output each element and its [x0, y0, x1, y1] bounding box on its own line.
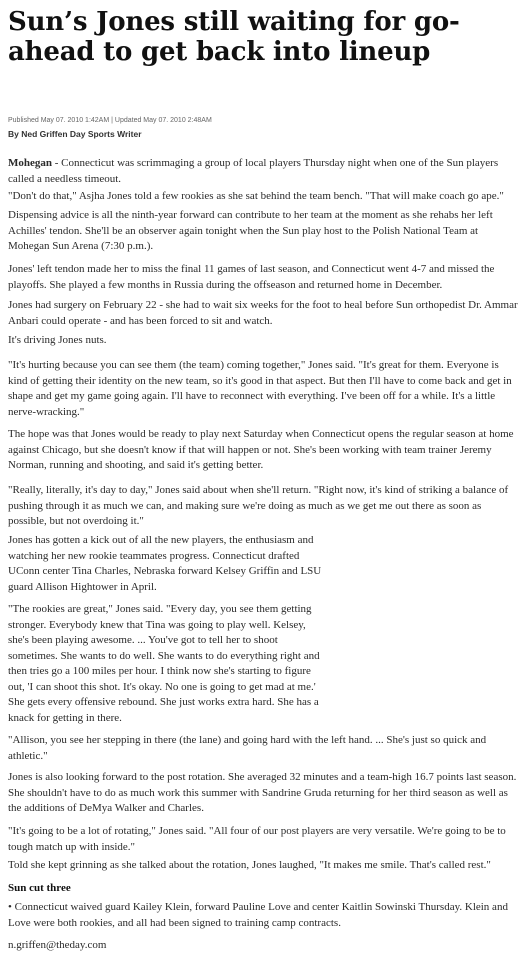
- paragraph-15: Told she kept grinning as she talked about the rotation, Jones laughed, "It makes me smile. That's called rest.": [8, 859, 491, 871]
- author-email: n.griffen@theday.com: [8, 939, 107, 951]
- paragraph-4: Jones' left tendon made her to miss the final 11 games of last season, and Connecticut went 4-7 and missed the playoffs. She played a few months in Russia during the offseason and returned home in December.: [8, 263, 495, 291]
- paragraph-10: Jones has gotten a kick out of all the new players, the enthusiasm and watching her new rookie teammates progress. Connecticut drafted UConn center Tina Charles, Nebraska forward Kelsey Griffin and LSU guard Allison Hightower in April.: [8, 534, 322, 593]
- paragraph-14: "It's going to be a lot of rotating," Jones said. "All four of our post players are very versatile. We're going to be to tough match up with inside.": [8, 825, 506, 853]
- publish-timestamp: Published May 07. 2010 1:42AM | Updated May 07. 2010 2:48AM: [8, 117, 212, 124]
- paragraph-13: Jones is also looking forward to the post rotation. She averaged 32 minutes and a team-high 16.7 points last season. She shouldn't have to do as much work this summer with Sandrine Gruda returning for her third season as well as the additions of DeMya Walker and Charles.: [8, 771, 517, 814]
- dateline: Mohegan: [8, 157, 52, 169]
- paragraph-5: Jones had surgery on February 22 - she had to wait six weeks for the foot to heal before Sun orthopedist Dr. Ammar Anbari could operate - and has been forced to sit and watch.: [8, 299, 518, 327]
- byline: By Ned Griffen Day Sports Writer: [8, 129, 142, 139]
- paragraph-7: "It's hurting because you can see them (the team) coming together," Jones said. "It's great for them. Everyone is kind of getting their identity on the new team, so it's good in that aspect. But then I'll have to come back and get in shape and get my game going again. I'll have to reconnect with everything. I've been off for a while. It's a little nerve-wracking.": [8, 359, 512, 418]
- subhead: Sun cut three: [8, 882, 71, 894]
- paragraph-6: It's driving Jones nuts.: [8, 334, 107, 346]
- paragraph-9: "Really, literally, it's day to day," Jones said about when she'll return. "Right now, it's kind of striking a balance of pushing through it as much we can, and making sure we're doing as much as we get me out there as soon as possible, but not overdoing it.": [8, 484, 509, 527]
- paragraph-3: Dispensing advice is all the ninth-year forward can contribute to her team at the moment as she rehabs her left Achilles' tendon. She'll be an observer again tonight when the Sun play host to the Polish National Team at Mohegan Sun Arena (7:30 p.m.).: [8, 209, 493, 252]
- paragraph-11: "The rookies are great," Jones said. "Every day, you see them getting stronger. Everybody knew that Tina was going to play well. Kelsey, she's been playing awesome. ... You've got to tell her to shoot sometimes. She wants to do well. She wants to do everything right and then tries go a 100 miles per hour. I think now she's starting to figure out, 'I can shoot this shot. It's okay. No one is going to get mad at me.' She gets every offensive rebound. She just works extra hard. She has a knack for getting in there.: [8, 603, 320, 724]
- paragraph-2: "Don't do that," Asjha Jones told a few rookies as she sat behind the team bench. "That will make coach go ape.": [8, 190, 504, 202]
- paragraph-12: "Allison, you see her stepping in there (the lane) and going hard with the left hand. ... She's just so quick and athletic.": [8, 734, 487, 762]
- headline: Sun’s Jones still waiting for go-ahead to get back into lineup: [8, 7, 460, 67]
- paragraph-1-text: - Connecticut was scrimmaging a group of local players Thursday night when one of the Sun players called a needless timeout.: [8, 157, 499, 185]
- paragraph-8: The hope was that Jones would be ready to play next Saturday when Connecticut opens the regular season at home against Chicago, but she doesn't know if that will happen or not. She's been working with team trainer Jeremy Norman, running and shooting, and said it's getting better.: [8, 428, 514, 471]
- paragraph-16: • Connecticut waived guard Kailey Klein, forward Pauline Love and center Kaitlin Sowinski Thursday. Klein and Love were both rookies, and all had been signed to training camp contracts.: [8, 901, 508, 929]
- paragraph-1: [8, 156, 520, 187]
